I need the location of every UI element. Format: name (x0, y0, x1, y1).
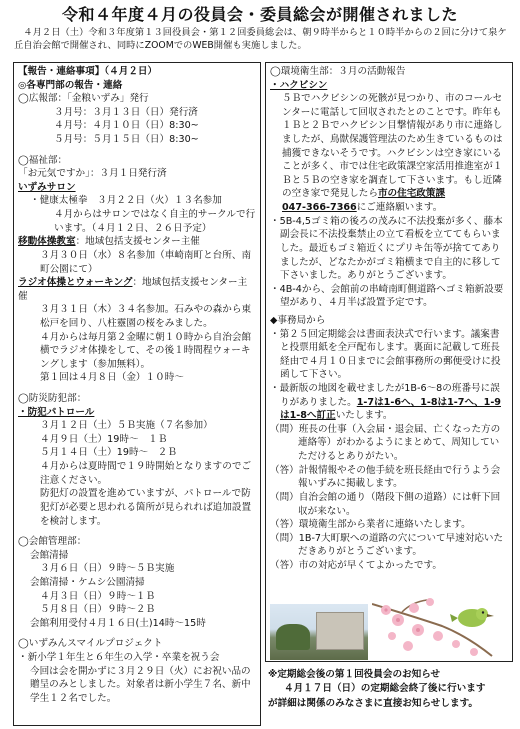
housing-dept: 市の住宅政策課 (377, 188, 446, 200)
qa-item: （問）班長の仕事（入会届・退会届、亡くなった方の連絡等）がわかるようにまとめて、周知していただけるとありがたい。 (270, 423, 501, 463)
hall-line: ４月３日（日）９時～１Ｂ (40, 590, 156, 602)
qa-item: （問）自治会館の通り（階段下側の道路）には軒下回収が来ない。 (270, 491, 501, 517)
hakubi-text: ５Ｂでハクビシンの死骸が見つかり、市のコールセンターに電話して回収されたとのことです。昨年も１Ｂと２Ｂでハクビシン目撃情報があり市に連絡しましたが、鳥獣保護管理法のため生きているものは捕獲できないそうです。ハクビシンは空き家にいることが多く、市では住宅政策課空家活用推進室が１Ｂと５Ｂの空き家を調査して下さいます。もし近隣の空き家で発見したら市の住宅政策課 047-366-7366にご連絡願います。 (282, 93, 503, 214)
correction-text: 1-7は1-6へ、1-8は1-7へ、1-9は1-8へ訂正 (280, 396, 501, 422)
smile-line: ・新小学１年生と６年生の入学・卒業を祝う会 (18, 651, 220, 663)
radio-host: ：地域包括支援センター主催 (18, 277, 248, 302)
qa-item: （答）市の対応が早くてよかったです。 (270, 559, 442, 571)
intro-text: ４月２日（土）令和３年度第１３回役員会・第１２回委員総会は、朝９時半からと１０時半からの２回に分けて泉ケ丘自治会館で開催され、同時にZOOMでのWEB開催も実施しました。 (14, 27, 507, 52)
env-heading: ◯環境衛生部：３月の活動報告 (270, 66, 406, 77)
welfare-heading: ◯福祉部： (18, 154, 68, 166)
qa-item: （答）計報情報やその他手続を班長経由で行うよう会報いずみに掲載します。 (270, 464, 501, 490)
crime-heading: ◯防災防犯部： (18, 393, 87, 405)
patrol-line: ５月１４日（土）19時～ ２Ｂ (40, 447, 177, 459)
move-detail: ３月３０日（水）８名参加（車崎南町と台所、南町公園にて） (40, 249, 252, 275)
housing-phone: 047-366-7366 (282, 202, 357, 214)
hall-heading: ◯会館管理部： (18, 536, 87, 548)
patrol-note: ４月からは夏時間で１９時開始となりますのでご注意ください。 (40, 461, 252, 486)
footer-line: ※定期総会後の第１回役員会のお知らせ (268, 669, 441, 680)
welfare-line: 「お元気ですか」：３月１日発行済 (18, 168, 167, 180)
hall-line: 会館清掃 (30, 549, 69, 561)
hall-line: ３月６日（日）９時～５Ｂ実施 (40, 563, 175, 575)
footer-notice (268, 668, 516, 711)
hakubi-title: ・ハクビシン (270, 79, 328, 91)
hall-line: 会館利用受付４月１６日(土)14時～15時 (30, 617, 206, 629)
radio-first: 第１回は４月８日（金）１０時～ (40, 372, 184, 384)
patrol-title: ・防犯パトロール (18, 406, 95, 418)
office-item: ・最新版の地図を載せましたが1B-6～8の班番号に誤りがありました。1-7は1-6へ、1-8は1-7へ、1-9は1-8へ訂正いたします。 (270, 383, 501, 422)
env-item: ・5B-4,5ゴミ箱の後ろの茂みに不法投棄が多く、藤本副会長に不法投棄禁止の立て看板を立ててもらいました。最近もゴミ箱近くにプリキ缶等が捨ててありましたが、どなたかがゴミ箱横まで自主的に移して下さいました。ありがとうございます。 (270, 215, 503, 282)
qa-item: （答）環境衛生部から業者に連絡いたします。 (270, 519, 471, 531)
pr-issue-line: ４月号：４月１０日（日）8:30~ (54, 120, 199, 132)
office-item: ・第２５回定期総会は書面表決式で行います。議案書と投票用紙を全戸配布します。裏面に記載して班長経由で４月１０日までに会館事務所の郵便受けに投函して下さい。 (270, 328, 501, 381)
neighborhood-street-photo (270, 604, 368, 660)
radio-detail: ３月３１日（木）３４名参加。石みやの森から東松戸を回り、八柱靈園の桜をみました。 (40, 304, 252, 329)
cherry-blossom-bird-illustration (372, 596, 500, 662)
qa-item: （問）1B-7大町駅への道路の穴について早速対応いただきありがとうございます。 (270, 532, 504, 558)
salon-line: ・健康太極拳 ３月２２日（火）１３名参加 (30, 195, 222, 207)
dept-sub-heading: ◎各専門部の報告・連絡 (18, 79, 123, 91)
patrol-light-note: 防犯灯の設置を進めていますが、パトロールで防犯灯が必要と思われる箇所が見られれば追加設置を検討します。 (40, 488, 252, 527)
radio-title: ラジオ体操とウォーキング (18, 277, 133, 289)
patrol-line: ３月１２日（土）５Ｂ実施（７名参加） (40, 420, 213, 432)
salon-title: いずみサロン (18, 181, 76, 193)
pr-issue-line: ３月号：３月１３日（日）発行済 (54, 106, 198, 118)
hall-line: ５月８日（日）９時～２Ｂ (40, 604, 156, 616)
env-item: ・4B-4から、会館前の串崎南町側道路ヘゴミ箱新設要望があり、４月半ば設置予定です。 (270, 283, 504, 309)
radio-schedule: ４月からは毎月第２金曜に朝１０時から自治会館横でラジオ体操をして、その後１時間程ウォーキングします（参加無料）。 (40, 331, 252, 370)
smile-detail: 今回は会を開かずに３月２９日（火）にお祝い品の贈呈のみとしました。対象者は新小学生７名、新中学生１２名でした。 (30, 665, 251, 704)
environment-office-box (265, 62, 513, 662)
page-title: 令和４年度４月の役員会・委員総会が開催されました (61, 5, 458, 24)
footer-line: ４月１７日（日）の定期総会終了後に行います (284, 683, 486, 695)
move-host: ：地域包括支援センター主催 (75, 236, 200, 248)
salon-note: ４月からはサロンではなく自主的サークルで行います。（４月１２日、２６日予定） (54, 209, 256, 234)
office-heading: ◆事務局から (270, 314, 326, 326)
hall-line: 会館清掃・ケムシ公園清掃 (30, 576, 145, 588)
pr-issue-line: ５月号：５月１５日（日）8:30~ (54, 134, 199, 146)
move-title: 移動体操教室 (18, 236, 76, 248)
pr-dept-heading: ◯広報部：「金粮いずみ」発行 (18, 93, 149, 105)
footer-line: が詳細は関係のみなさまに直接お知らせします。 (268, 697, 479, 709)
smile-heading: ◯いずみんスマイルプロジェクト (18, 638, 163, 650)
reports-heading: 【報告・連絡事項】（４月２日） (18, 66, 158, 77)
reports-box (13, 62, 261, 726)
patrol-line: ４月９日（土）19時～ １Ｂ (40, 433, 168, 445)
